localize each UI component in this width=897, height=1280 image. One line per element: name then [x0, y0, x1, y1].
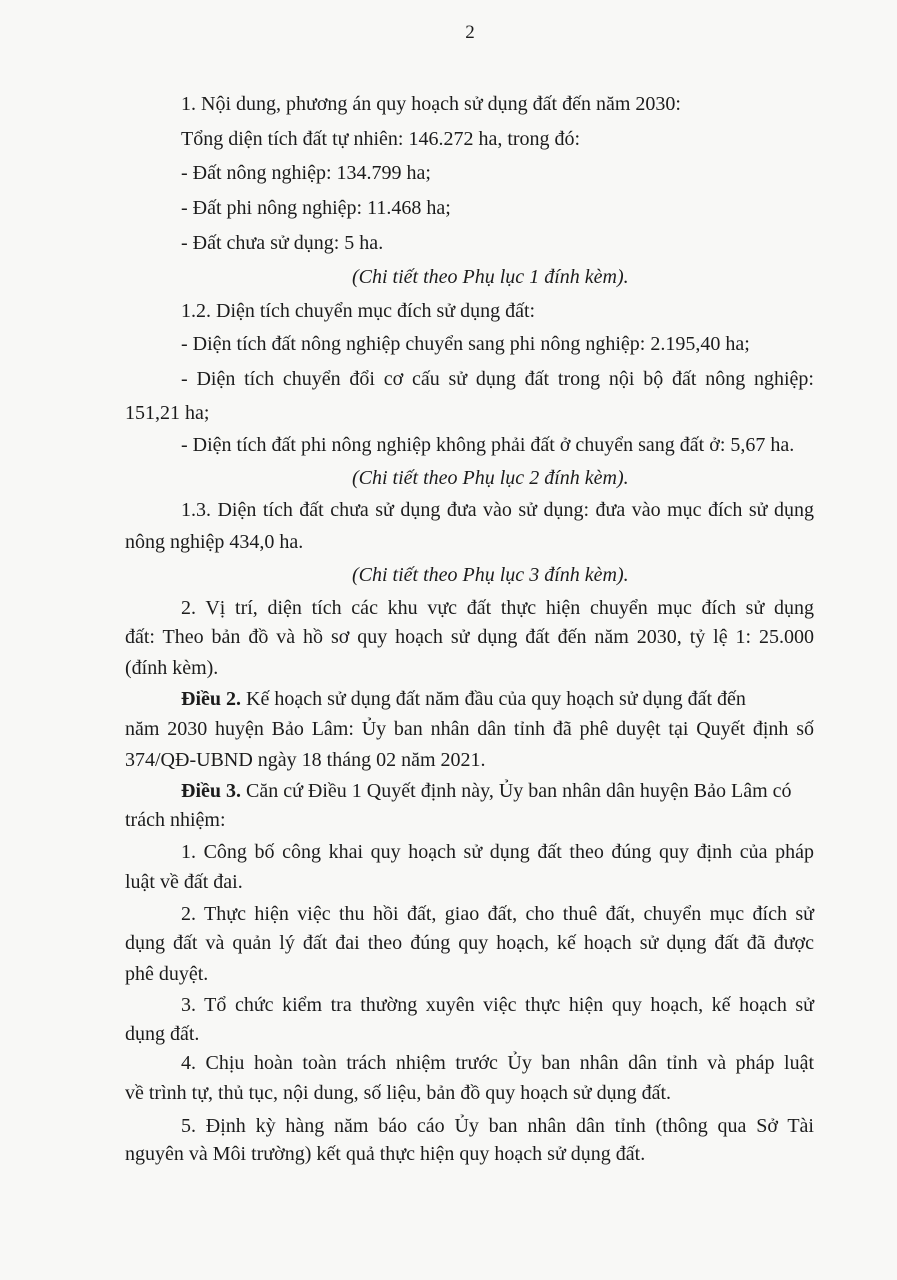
section-1-3-line-2: nông nghiệp 434,0 ha.: [125, 531, 304, 553]
section-1-3-line-1: 1.3. Diện tích đất chưa sử dụng đưa vào sử dụng: đưa vào mục đích sử dụng: [181, 499, 814, 521]
duty-1-line-2: luật về đất đai.: [125, 871, 243, 893]
conversion-line-2: - Diện tích chuyển đổi cơ cấu sử dụng đất trong nội bộ đất nông nghiệp:: [181, 368, 814, 390]
duty-2-line-2: dụng đất và quản lý đất đai theo đúng quy hoạch, kế hoạch sử dụng đất đã được: [125, 932, 814, 954]
agricultural-land-line: - Đất nông nghiệp: 134.799 ha;: [181, 162, 431, 184]
duty-3-line-2: dụng đất.: [125, 1023, 200, 1045]
conversion-line-2-cont: 151,21 ha;: [125, 402, 210, 424]
non-agricultural-land-line: - Đất phi nông nghiệp: 11.468 ha;: [181, 197, 451, 219]
article-2-line-1: [181, 687, 746, 711]
article-2-text: Kế hoạch sử dụng đất năm đầu của quy hoạch sử dụng đất đến: [241, 688, 746, 710]
article-3-label: Điều 3.: [181, 780, 241, 802]
unused-land-line: - Đất chưa sử dụng: 5 ha.: [181, 232, 384, 254]
article-3-line-1: [181, 779, 792, 803]
duty-4-line-2: về trình tự, thủ tục, nội dung, số liệu, bản đồ quy hoạch sử dụng đất.: [125, 1082, 672, 1104]
duty-2-line-1: 2. Thực hiện việc thu hồi đất, giao đất, cho thuê đất, chuyển mục đích sử: [181, 903, 814, 925]
appendix-1-note: (Chi tiết theo Phụ lục 1 đính kèm).: [352, 266, 629, 288]
duty-4-line-1: 4. Chịu hoàn toàn trách nhiệm trước Ủy ban nhân dân tỉnh và pháp luật: [181, 1052, 814, 1074]
duty-3-line-1: 3. Tổ chức kiểm tra thường xuyên việc thực hiện quy hoạch, kế hoạch sử: [181, 994, 814, 1016]
section-2-line-2: đất: Theo bản đồ và hồ sơ quy hoạch sử dụng đất đến năm 2030, tỷ lệ 1: 25.000: [125, 626, 814, 648]
section-1-2-heading: 1.2. Diện tích chuyển mục đích sử dụng đất:: [181, 300, 536, 322]
appendix-2-note: (Chi tiết theo Phụ lục 2 đính kèm).: [352, 467, 629, 489]
article-3-line-2: trách nhiệm:: [125, 809, 226, 831]
article-2-line-2: năm 2030 huyện Bảo Lâm: Ủy ban nhân dân tỉnh đã phê duyệt tại Quyết định số: [125, 718, 814, 740]
total-area-line: Tổng diện tích đất tự nhiên: 146.272 ha, trong đó:: [181, 128, 581, 150]
appendix-3-note: (Chi tiết theo Phụ lục 3 đính kèm).: [352, 564, 629, 586]
duty-1-line-1: 1. Công bố công khai quy hoạch sử dụng đất theo đúng quy định của pháp: [181, 841, 814, 863]
article-3-text: Căn cứ Điều 1 Quyết định này, Ủy ban nhân dân huyện Bảo Lâm có: [241, 780, 792, 802]
section-2-line-1: 2. Vị trí, diện tích các khu vực đất thực hiện chuyển mục đích sử dụng: [181, 597, 814, 619]
duty-2-line-3: phê duyệt.: [125, 963, 209, 985]
duty-5-line-1: 5. Định kỳ hàng năm báo cáo Ủy ban nhân dân tỉnh (thông qua Sở Tài: [181, 1115, 814, 1137]
conversion-line-3: - Diện tích đất phi nông nghiệp không phải đất ở chuyển sang đất ở: 5,67 ha.: [181, 434, 795, 456]
article-2-line-3: 374/QĐ-UBND ngày 18 tháng 02 năm 2021.: [125, 749, 486, 771]
section-2-line-3: (đính kèm).: [125, 657, 219, 679]
section-1-heading: 1. Nội dung, phương án quy hoạch sử dụng đất đến năm 2030:: [181, 93, 681, 115]
article-2-label: Điều 2.: [181, 688, 241, 710]
conversion-line-1: - Diện tích đất nông nghiệp chuyển sang phi nông nghiệp: 2.195,40 ha;: [181, 333, 750, 355]
duty-5-line-2: nguyên và Môi trường) kết quả thực hiện quy hoạch sử dụng đất.: [125, 1143, 646, 1165]
page-number: 2: [465, 22, 475, 43]
